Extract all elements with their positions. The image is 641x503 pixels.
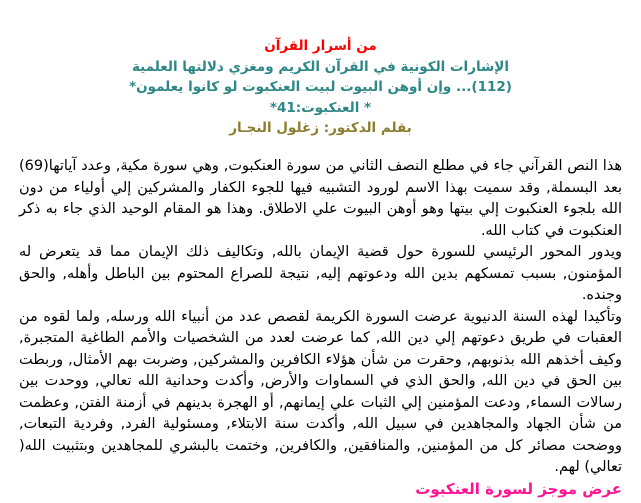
quran-verse-line: (112)... وإن أوهن البيوت لبيت العنكبوت لو كانوا يعلمون* [129,79,512,95]
author-byline: بقلم الدكتور: زغلول النجـار [229,120,412,136]
section-heading: عرض موجز لسورة العنكبوت [415,479,622,498]
paragraph-3: وتأكيدا لهذه السنة الدنيوية عرضت السورة الكريمة لقصص عدد من أنبياء الله ورسله, ولما لقوه من العقبات في طريق دعوتهم إلي دين الله, كما عرضت لعدد من الشخصيات والأمم الطاغية المتجبرة, وكيف أخذهم الله بذنوبهم, وحقرت من شأن هؤلاء الكافرين والمشركين, وضربت بهم الأمثال, وربطت بين الحق في دين الله, والحق الذي في السماوات والأرض, وأكدت وحدانية الله تعالي, ووحدت بين رسالات السماء, ودعت المؤمنين إلي الثبات علي إيمانهم, أو الهجرة بدينهم في أزمنة الفتن, وعظمت من شأن الجهاد والمجاهدين في سبيل الله, وأكدت سنة الابتلاء, ومسئولية الفرد, وفردية التبعات, ووضحت مصائر كل من المؤمنين, والمنافقين, والكافرين, وختمت بالبشري للمجاهدين وبتثبيت الله( تعالي) لهم. [19,308,622,475]
series-title: من أسرار القرآن [264,38,377,54]
paragraph-2: ويدور المحور الرئيسي للسورة حول قضية الإيمان بالله, وتكاليف ذلك الإيمان مما قد يتعرض له المؤمنون, بسبب تمسكهم بدين الله ودعوتهم إليه, نتيجة للصراع المحتوم بين الباطل وأهله, والحق وجنده. [19,244,622,303]
document-header [0,36,641,139]
verse-reference: * العنكبوت:41* [269,99,372,116]
document-subtitle: الإشارات الكونية في القرآن الكريم ومغزي دلالتها العلمية [132,58,509,75]
article-body [19,156,622,500]
paragraph-1: هذا النص القرآني جاء في مطلع النصف الثاني من سورة العنكبوت, وهي سورة مكية, وعدد آياتها(69) بعد البسملة, وقد سميت بهذا الاسم لورود التشبيه فيها للجوء الكفار والمشركين إلي أولياء من دون الله بلجوء العنكبوت إلي بيتها وهو أوهن البيوت علي الاطلاق. وهذا هو المقام الوحيد الذي جاء به ذكر العنكبوت في كتاب الله. [19,158,622,239]
